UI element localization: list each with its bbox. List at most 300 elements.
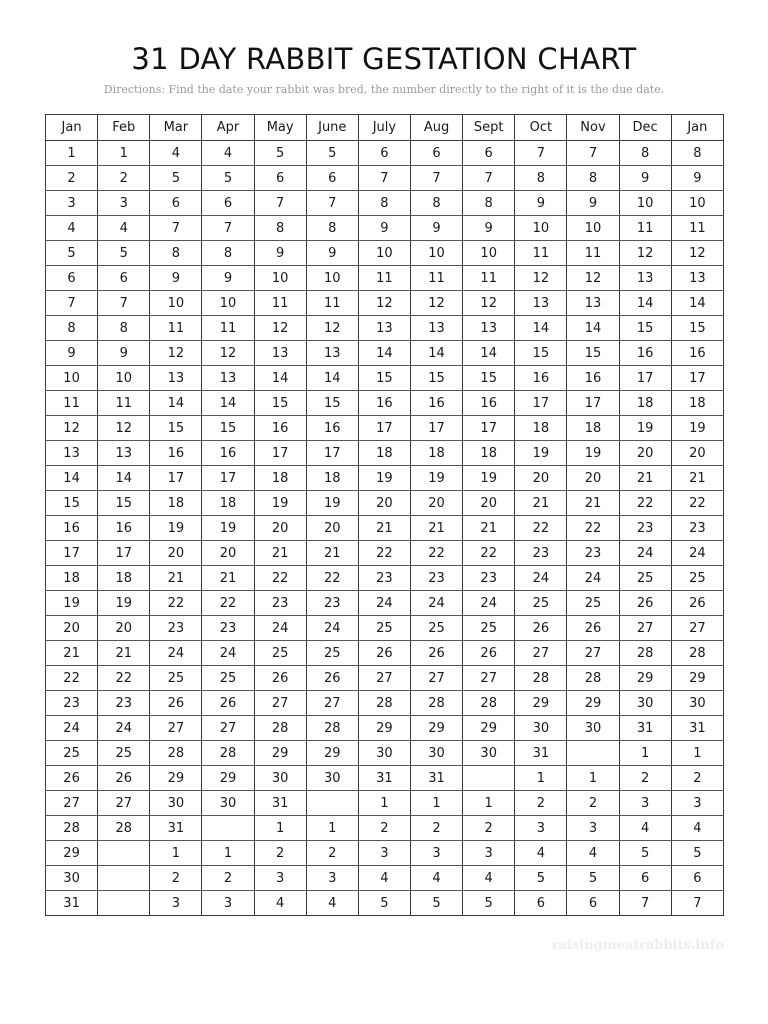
table-cell: 26 <box>410 641 462 666</box>
table-cell: 4 <box>46 216 98 241</box>
column-header: Apr <box>202 115 254 141</box>
table-cell: 17 <box>150 466 202 491</box>
table-cell: 29 <box>619 666 671 691</box>
table-cell: 26 <box>515 616 567 641</box>
table-cell: 27 <box>254 691 306 716</box>
table-cell: 10 <box>254 266 306 291</box>
table-cell: 14 <box>98 466 150 491</box>
table-cell: 19 <box>306 491 358 516</box>
table-cell: 22 <box>306 566 358 591</box>
table-cell: 26 <box>306 666 358 691</box>
table-cell: 20 <box>46 616 98 641</box>
table-cell: 3 <box>410 841 462 866</box>
table-cell: 12 <box>202 341 254 366</box>
table-row <box>46 766 724 791</box>
table-cell: 5 <box>202 166 254 191</box>
table-cell: 19 <box>463 466 515 491</box>
table-cell: 10 <box>150 291 202 316</box>
table-cell: 13 <box>98 441 150 466</box>
table-cell: 24 <box>150 641 202 666</box>
table-cell: 30 <box>306 766 358 791</box>
table-cell: 7 <box>515 141 567 166</box>
table-cell: 10 <box>619 191 671 216</box>
table-cell: 1 <box>306 816 358 841</box>
table-cell: 26 <box>358 641 410 666</box>
table-cell: 17 <box>410 416 462 441</box>
table-cell: 17 <box>254 441 306 466</box>
table-cell: 22 <box>463 541 515 566</box>
table-cell: 22 <box>46 666 98 691</box>
table-cell: 23 <box>619 516 671 541</box>
table-cell: 6 <box>567 891 619 916</box>
table-cell: 2 <box>619 766 671 791</box>
table-cell: 21 <box>150 566 202 591</box>
table-cell: 12 <box>515 266 567 291</box>
table-header-row <box>46 115 724 141</box>
table-cell: 11 <box>254 291 306 316</box>
table-cell: 25 <box>150 666 202 691</box>
table-cell: 22 <box>619 491 671 516</box>
table-cell: 24 <box>410 591 462 616</box>
table-cell: 6 <box>306 166 358 191</box>
table-cell: 16 <box>202 441 254 466</box>
table-cell: 9 <box>254 241 306 266</box>
table-cell: 2 <box>463 816 515 841</box>
table-row <box>46 191 724 216</box>
table-cell <box>98 841 150 866</box>
table-cell: 14 <box>515 316 567 341</box>
table-cell: 6 <box>358 141 410 166</box>
table-cell: 15 <box>202 416 254 441</box>
table-cell: 24 <box>254 616 306 641</box>
table-cell: 31 <box>358 766 410 791</box>
table-cell: 24 <box>202 641 254 666</box>
table-cell: 25 <box>254 641 306 666</box>
column-header: July <box>358 115 410 141</box>
table-cell: 23 <box>567 541 619 566</box>
table-cell: 11 <box>619 216 671 241</box>
table-cell: 23 <box>98 691 150 716</box>
table-cell: 4 <box>202 141 254 166</box>
table-cell: 7 <box>671 891 723 916</box>
table-cell: 8 <box>358 191 410 216</box>
table-cell: 3 <box>358 841 410 866</box>
table-cell: 3 <box>98 191 150 216</box>
table-cell: 20 <box>306 516 358 541</box>
column-header: Sept <box>463 115 515 141</box>
table-cell: 19 <box>358 466 410 491</box>
table-cell: 23 <box>410 566 462 591</box>
table-cell: 26 <box>202 691 254 716</box>
table-cell: 18 <box>619 391 671 416</box>
table-row <box>46 291 724 316</box>
table-cell: 18 <box>515 416 567 441</box>
table-cell: 6 <box>619 866 671 891</box>
table-cell: 5 <box>515 866 567 891</box>
table-cell: 15 <box>515 341 567 366</box>
table-cell: 23 <box>358 566 410 591</box>
table-cell: 12 <box>254 316 306 341</box>
table-cell: 5 <box>463 891 515 916</box>
table-cell: 2 <box>515 791 567 816</box>
table-row <box>46 166 724 191</box>
table-cell: 20 <box>567 466 619 491</box>
table-cell: 8 <box>515 166 567 191</box>
table-cell: 2 <box>202 866 254 891</box>
table-cell: 1 <box>463 791 515 816</box>
table-cell: 16 <box>358 391 410 416</box>
table-cell: 29 <box>150 766 202 791</box>
table-cell: 28 <box>254 716 306 741</box>
table-cell: 5 <box>254 141 306 166</box>
table-cell: 17 <box>202 466 254 491</box>
table-cell: 21 <box>306 541 358 566</box>
table-row <box>46 891 724 916</box>
table-cell: 16 <box>98 516 150 541</box>
table-cell: 23 <box>150 616 202 641</box>
table-cell: 3 <box>567 816 619 841</box>
table-cell: 15 <box>671 316 723 341</box>
table-cell: 21 <box>202 566 254 591</box>
table-cell: 30 <box>567 716 619 741</box>
table-cell: 2 <box>46 166 98 191</box>
table-cell: 28 <box>306 716 358 741</box>
table-cell: 9 <box>619 166 671 191</box>
table-cell: 25 <box>619 566 671 591</box>
table-cell: 1 <box>46 141 98 166</box>
table-cell: 28 <box>515 666 567 691</box>
table-cell: 22 <box>671 491 723 516</box>
table-cell: 14 <box>150 391 202 416</box>
table-cell: 1 <box>254 816 306 841</box>
table-cell: 27 <box>567 641 619 666</box>
table-cell <box>306 791 358 816</box>
table-cell: 14 <box>463 341 515 366</box>
table-cell: 11 <box>306 291 358 316</box>
table-cell: 21 <box>463 516 515 541</box>
table-cell: 30 <box>150 791 202 816</box>
table-row <box>46 516 724 541</box>
table-row <box>46 591 724 616</box>
table-row <box>46 266 724 291</box>
table-cell: 9 <box>567 191 619 216</box>
table-cell: 23 <box>202 616 254 641</box>
table-row <box>46 391 724 416</box>
table-cell: 23 <box>463 566 515 591</box>
table-cell: 6 <box>463 141 515 166</box>
table-cell: 9 <box>150 266 202 291</box>
table-cell: 1 <box>98 141 150 166</box>
table-cell: 13 <box>567 291 619 316</box>
table-cell: 3 <box>150 891 202 916</box>
table-cell: 11 <box>202 316 254 341</box>
table-cell: 6 <box>98 266 150 291</box>
table-cell: 19 <box>515 441 567 466</box>
table-cell: 13 <box>410 316 462 341</box>
table-cell: 15 <box>306 391 358 416</box>
table-cell: 1 <box>202 841 254 866</box>
table-cell: 2 <box>358 816 410 841</box>
table-cell: 16 <box>46 516 98 541</box>
table-cell: 3 <box>515 816 567 841</box>
table-cell: 2 <box>98 166 150 191</box>
table-cell <box>463 766 515 791</box>
table-cell: 30 <box>671 691 723 716</box>
table-cell: 30 <box>619 691 671 716</box>
table-cell: 31 <box>254 791 306 816</box>
table-cell: 17 <box>46 541 98 566</box>
table-cell: 5 <box>46 241 98 266</box>
table-cell: 13 <box>619 266 671 291</box>
table-cell: 2 <box>671 766 723 791</box>
table-cell: 30 <box>254 766 306 791</box>
table-cell: 9 <box>515 191 567 216</box>
table-cell: 20 <box>515 466 567 491</box>
table-cell: 10 <box>358 241 410 266</box>
table-cell: 31 <box>46 891 98 916</box>
table-cell: 5 <box>98 241 150 266</box>
table-cell: 18 <box>671 391 723 416</box>
table-cell: 26 <box>254 666 306 691</box>
table-cell: 9 <box>98 341 150 366</box>
column-header: Aug <box>410 115 462 141</box>
gestation-table <box>45 114 724 916</box>
table-cell: 28 <box>46 816 98 841</box>
table-cell: 5 <box>619 841 671 866</box>
table-cell: 14 <box>671 291 723 316</box>
column-header: Dec <box>619 115 671 141</box>
table-cell: 24 <box>463 591 515 616</box>
table-row <box>46 616 724 641</box>
table-cell: 23 <box>306 591 358 616</box>
column-header: Nov <box>567 115 619 141</box>
table-cell: 14 <box>410 341 462 366</box>
table-cell: 6 <box>202 191 254 216</box>
table-cell: 8 <box>202 241 254 266</box>
table-cell: 24 <box>671 541 723 566</box>
table-cell: 26 <box>619 591 671 616</box>
table-cell: 24 <box>98 716 150 741</box>
table-row <box>46 716 724 741</box>
table-cell: 9 <box>671 166 723 191</box>
table-cell: 19 <box>98 591 150 616</box>
table-cell: 1 <box>515 766 567 791</box>
table-cell: 15 <box>619 316 671 341</box>
table-cell: 4 <box>567 841 619 866</box>
table-cell: 30 <box>463 741 515 766</box>
table-cell: 7 <box>98 291 150 316</box>
table-row <box>46 566 724 591</box>
table-cell: 11 <box>410 266 462 291</box>
table-cell: 29 <box>463 716 515 741</box>
table-cell: 6 <box>410 141 462 166</box>
table-cell: 25 <box>515 591 567 616</box>
table-cell: 25 <box>46 741 98 766</box>
table-cell: 30 <box>358 741 410 766</box>
table-cell: 15 <box>410 366 462 391</box>
table-cell: 17 <box>515 391 567 416</box>
table-cell: 10 <box>306 266 358 291</box>
table-cell: 16 <box>619 341 671 366</box>
table-cell: 4 <box>463 866 515 891</box>
table-cell: 20 <box>254 516 306 541</box>
table-cell: 15 <box>46 491 98 516</box>
table-cell: 18 <box>463 441 515 466</box>
table-cell: 8 <box>306 216 358 241</box>
table-cell: 30 <box>202 791 254 816</box>
table-cell: 24 <box>306 616 358 641</box>
table-cell: 26 <box>567 616 619 641</box>
table-row <box>46 841 724 866</box>
table-cell: 9 <box>202 266 254 291</box>
table-cell: 20 <box>463 491 515 516</box>
table-cell: 14 <box>254 366 306 391</box>
table-row <box>46 666 724 691</box>
table-cell: 19 <box>567 441 619 466</box>
table-cell: 10 <box>410 241 462 266</box>
table-cell: 9 <box>463 216 515 241</box>
table-cell: 3 <box>202 891 254 916</box>
table-cell: 21 <box>567 491 619 516</box>
table-cell: 14 <box>202 391 254 416</box>
directions-text: Directions: Find the date your rabbit was bred, the number directly to the right of it is the due date. <box>103 83 665 96</box>
table-cell: 27 <box>150 716 202 741</box>
table-cell: 10 <box>671 191 723 216</box>
table-cell: 25 <box>202 666 254 691</box>
table-cell: 3 <box>254 866 306 891</box>
table-cell: 30 <box>515 716 567 741</box>
table-cell: 27 <box>306 691 358 716</box>
table-cell: 27 <box>98 791 150 816</box>
table-cell: 28 <box>410 691 462 716</box>
table-row <box>46 141 724 166</box>
table-cell: 16 <box>515 366 567 391</box>
table-cell: 13 <box>150 366 202 391</box>
table-cell: 18 <box>202 491 254 516</box>
table-row <box>46 791 724 816</box>
table-cell: 1 <box>567 766 619 791</box>
table-cell: 19 <box>150 516 202 541</box>
table-cell: 7 <box>254 191 306 216</box>
column-header: May <box>254 115 306 141</box>
table-cell: 16 <box>463 391 515 416</box>
table-cell: 24 <box>46 716 98 741</box>
table-cell: 27 <box>671 616 723 641</box>
table-cell: 29 <box>515 691 567 716</box>
table-cell: 24 <box>358 591 410 616</box>
table-cell: 1 <box>619 741 671 766</box>
table-cell: 18 <box>98 566 150 591</box>
table-cell: 29 <box>46 841 98 866</box>
column-header: Oct <box>515 115 567 141</box>
table-cell: 17 <box>619 366 671 391</box>
column-header: Jan <box>671 115 723 141</box>
table-cell: 26 <box>671 591 723 616</box>
table-cell: 28 <box>619 641 671 666</box>
table-cell: 11 <box>150 316 202 341</box>
table-cell: 2 <box>567 791 619 816</box>
table-cell: 25 <box>410 616 462 641</box>
table-cell: 26 <box>463 641 515 666</box>
table-row <box>46 816 724 841</box>
table-cell: 13 <box>202 366 254 391</box>
table-cell: 2 <box>150 866 202 891</box>
table-cell: 18 <box>306 466 358 491</box>
table-cell: 17 <box>306 441 358 466</box>
table-cell: 11 <box>463 266 515 291</box>
table-cell: 13 <box>358 316 410 341</box>
table-cell: 20 <box>671 441 723 466</box>
table-cell: 28 <box>202 741 254 766</box>
table-cell <box>567 741 619 766</box>
table-cell: 13 <box>46 441 98 466</box>
table-cell: 15 <box>463 366 515 391</box>
table-cell: 19 <box>619 416 671 441</box>
table-cell: 19 <box>671 416 723 441</box>
table-cell: 7 <box>463 166 515 191</box>
table-cell: 4 <box>410 866 462 891</box>
table-cell: 10 <box>463 241 515 266</box>
table-cell: 16 <box>567 366 619 391</box>
table-cell: 20 <box>202 541 254 566</box>
table-cell: 20 <box>358 491 410 516</box>
table-cell: 4 <box>150 141 202 166</box>
table-cell: 9 <box>306 241 358 266</box>
table-cell: 8 <box>619 141 671 166</box>
table-cell: 3 <box>619 791 671 816</box>
table-cell: 31 <box>671 716 723 741</box>
table-row <box>46 341 724 366</box>
table-cell: 17 <box>98 541 150 566</box>
table-cell: 22 <box>410 541 462 566</box>
table-row <box>46 691 724 716</box>
table-cell: 31 <box>515 741 567 766</box>
table-cell: 14 <box>306 366 358 391</box>
table-cell: 24 <box>567 566 619 591</box>
table-cell: 29 <box>306 741 358 766</box>
table-cell: 15 <box>567 341 619 366</box>
table-cell: 28 <box>567 666 619 691</box>
table-cell: 21 <box>46 641 98 666</box>
table-cell: 6 <box>671 866 723 891</box>
table-cell: 13 <box>671 266 723 291</box>
table-cell: 11 <box>567 241 619 266</box>
table-cell: 17 <box>671 366 723 391</box>
table-cell: 14 <box>619 291 671 316</box>
table-cell: 8 <box>671 141 723 166</box>
table-cell: 18 <box>254 466 306 491</box>
table-cell: 31 <box>150 816 202 841</box>
table-cell: 25 <box>463 616 515 641</box>
table-cell: 22 <box>567 516 619 541</box>
table-cell: 29 <box>254 741 306 766</box>
table-cell: 19 <box>254 491 306 516</box>
column-header: June <box>306 115 358 141</box>
table-cell: 21 <box>358 516 410 541</box>
table-cell: 11 <box>358 266 410 291</box>
table-cell: 11 <box>671 216 723 241</box>
table-cell: 19 <box>202 516 254 541</box>
page-title: 31 DAY RABBIT GESTATION CHART <box>131 42 637 76</box>
table-cell: 12 <box>567 266 619 291</box>
table-cell: 17 <box>567 391 619 416</box>
table-cell: 25 <box>567 591 619 616</box>
table-cell <box>202 816 254 841</box>
table-cell: 29 <box>358 716 410 741</box>
table-cell: 9 <box>358 216 410 241</box>
table-cell: 22 <box>515 516 567 541</box>
table-row <box>46 316 724 341</box>
